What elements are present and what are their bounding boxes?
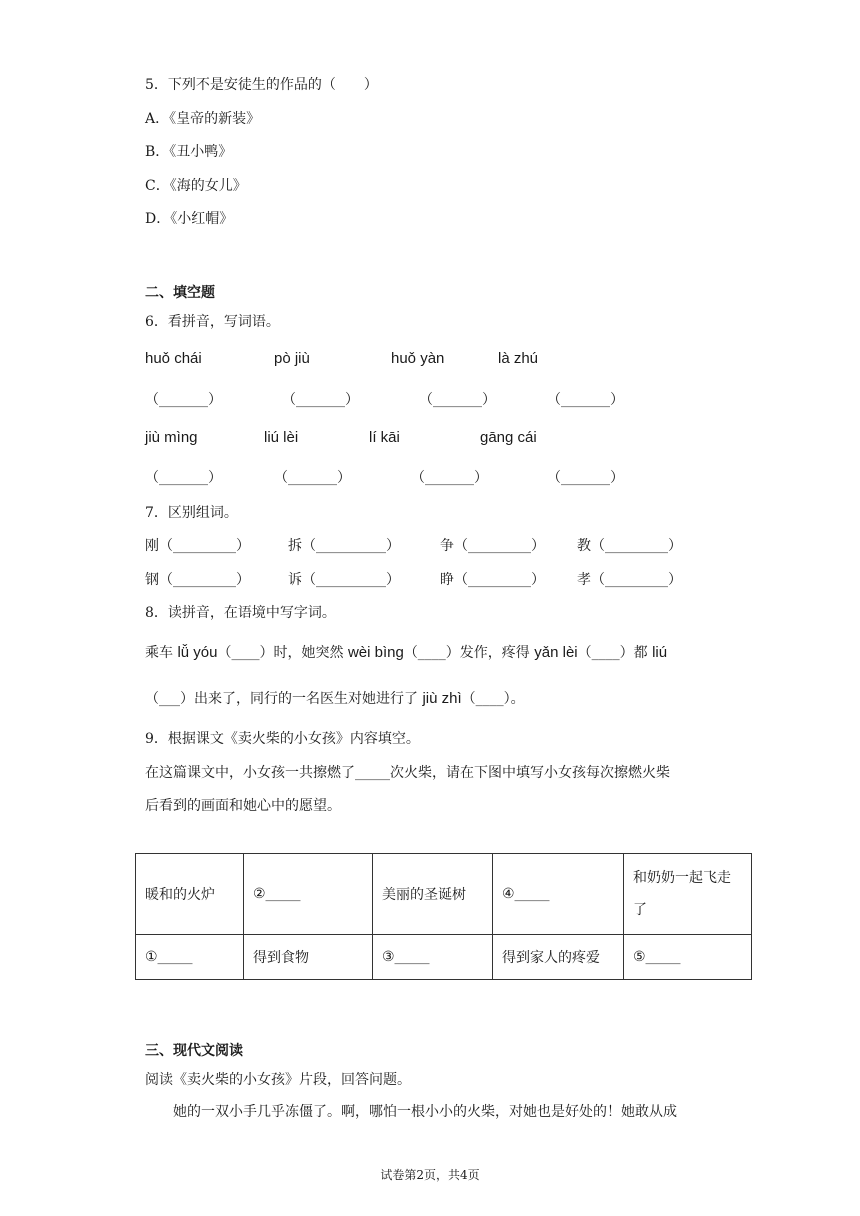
- q6-blank-8[interactable]: （_______）: [547, 470, 624, 486]
- q6-blank-2[interactable]: （_______）: [282, 392, 359, 408]
- table-cell: 得到家人的疼爱: [493, 935, 624, 980]
- q5-option-a: A．《皇帝的新装》: [145, 111, 261, 127]
- q7-item-5[interactable]: 钢（_________）: [145, 572, 250, 588]
- q6-stem: 6．看拼音，写词语。: [145, 314, 280, 330]
- q6-pinyin-8: gāng cái: [480, 429, 537, 446]
- page-footer: 试卷第2页，共4页: [380, 1168, 480, 1182]
- q6-pinyin-5: jiù mìng: [145, 429, 198, 446]
- q6-pinyin-3: huǒ yàn: [391, 350, 445, 367]
- q6-blank-3[interactable]: （_______）: [419, 392, 496, 408]
- q9-stem: 9．根据课文《卖火柴的小女孩》内容填空。: [145, 731, 420, 747]
- table-row: [136, 935, 752, 980]
- q7-item-4[interactable]: 教（_________）: [577, 538, 682, 554]
- q9-text-2: 后看到的画面和她心中的愿望。: [145, 798, 341, 814]
- q6-blank-6[interactable]: （_______）: [274, 470, 351, 486]
- q6-blank-1[interactable]: （_______）: [145, 392, 222, 408]
- table-cell: 和奶奶一起飞走了: [624, 854, 752, 935]
- q6-blank-7[interactable]: （_______）: [411, 470, 488, 486]
- q6-pinyin-1: huǒ chái: [145, 350, 202, 367]
- q6-blank-4[interactable]: （_______）: [547, 392, 624, 408]
- q6-pinyin-6: liú lèi: [264, 429, 299, 446]
- q7-item-3[interactable]: 争（_________）: [440, 538, 545, 554]
- q6-pinyin-7: lí kāi: [369, 429, 400, 446]
- q7-item-8[interactable]: 孝（_________）: [577, 572, 682, 588]
- table-row: [136, 854, 752, 935]
- q7-item-1[interactable]: 刚（_________）: [145, 538, 250, 554]
- table-cell-blank[interactable]: ⑤_____: [624, 935, 752, 980]
- reading-passage: 她的一双小手几乎冻僵了。啊，哪怕一根小小的火柴，对她也是好处的！她敢从成: [173, 1104, 677, 1120]
- table-cell-blank[interactable]: ③_____: [373, 935, 493, 980]
- q5-option-c: C．《海的女儿》: [145, 178, 247, 194]
- table-cell-blank[interactable]: ④_____: [493, 854, 624, 935]
- table-cell: 暖和的火炉: [136, 854, 244, 935]
- section-title-fill-blank: 二、填空题: [145, 285, 215, 301]
- q7-stem: 7．区别组词。: [145, 505, 238, 521]
- reading-intro: 阅读《卖火柴的小女孩》片段，回答问题。: [145, 1072, 411, 1088]
- table-cell-blank[interactable]: ②_____: [244, 854, 373, 935]
- q6-pinyin-4: là zhú: [498, 350, 539, 367]
- table-cell: 美丽的圣诞树: [373, 854, 493, 935]
- q8-stem: 8．读拼音，在语境中写字词。: [145, 605, 336, 621]
- section-title-reading: 三、现代文阅读: [145, 1043, 243, 1059]
- q5-option-d: D．《小红帽》: [145, 211, 234, 227]
- q8-line-1: 乘车 lǚ yóu（____）时，她突然 wèi bìng（____）发作，疼得 yǎn lèi（____）都 liú: [145, 644, 668, 661]
- q8-line-2: （___）出来了，同行的一名医生对她进行了 jiù zhì（____）。: [145, 690, 525, 707]
- q5-stem: 5．下列不是安徒生的作品的（ ）: [145, 77, 378, 93]
- q7-item-2[interactable]: 拆（__________）: [288, 538, 400, 554]
- q7-item-7[interactable]: 睁（_________）: [440, 572, 545, 588]
- q9-text-1: 在这篇课文中，小女孩一共擦燃了_____次火柴，请在下图中填写小女孩每次擦燃火柴: [145, 765, 670, 781]
- q9-table: [135, 853, 752, 980]
- q5-option-b: B．《丑小鸭》: [145, 144, 233, 160]
- q7-item-6[interactable]: 诉（__________）: [288, 572, 400, 588]
- q6-pinyin-2: pò jiù: [274, 350, 310, 367]
- table-cell: 得到食物: [244, 935, 373, 980]
- table-cell-blank[interactable]: ①_____: [136, 935, 244, 980]
- q6-blank-5[interactable]: （_______）: [145, 470, 222, 486]
